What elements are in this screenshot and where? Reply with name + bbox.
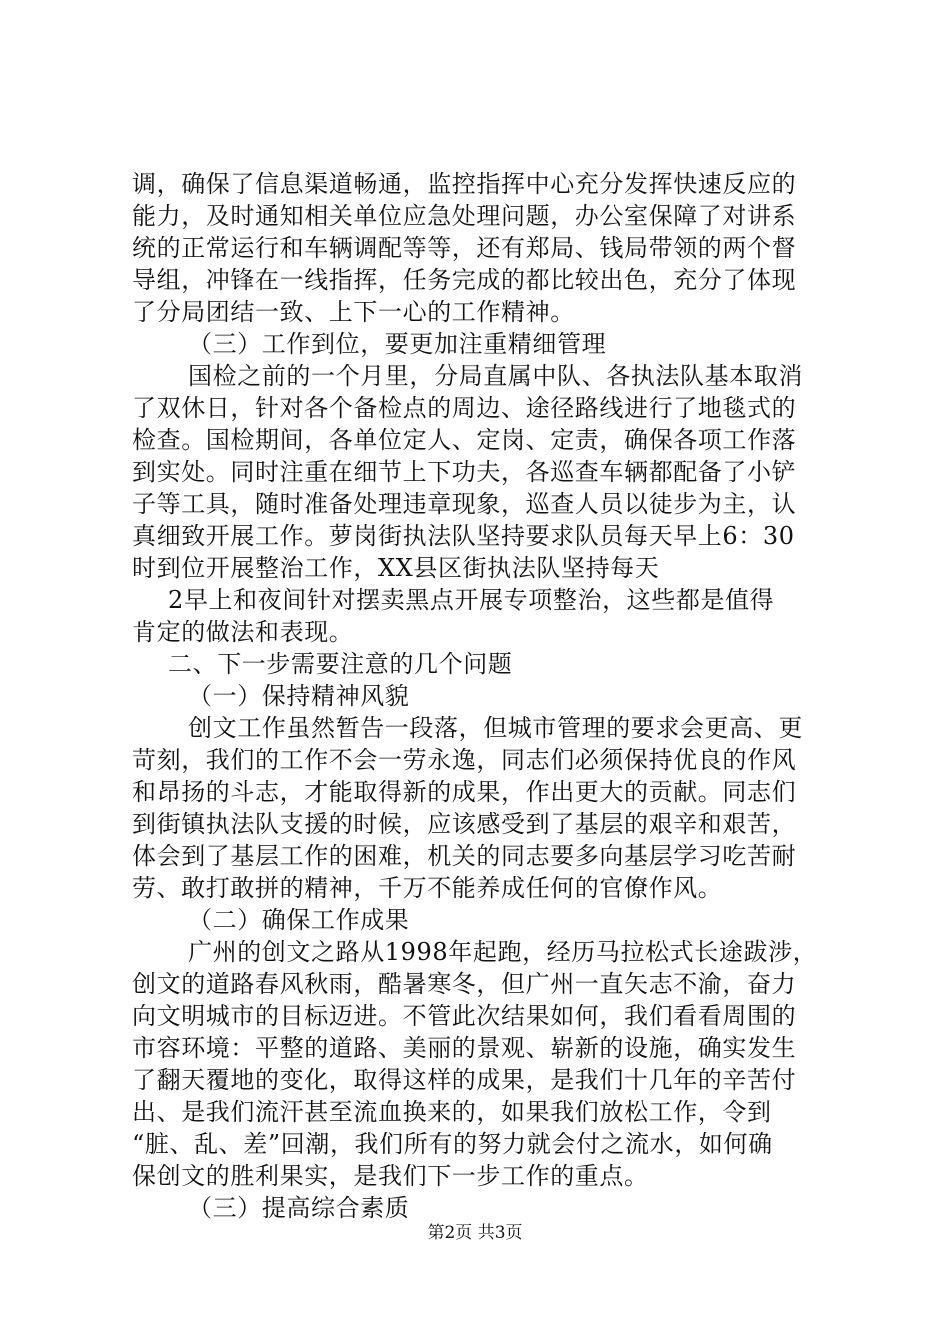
text-line: 劳、敢打敢拼的精神，千万不能养成任何的官僚作风。: [132, 874, 723, 902]
section-heading: （三）提高综合素质: [188, 1194, 410, 1222]
text-line: 到街镇执法队支援的时候，应该感受到了基层的艰辛和艰苦，: [132, 810, 797, 838]
section-heading: （二）确保工作成果: [188, 906, 410, 934]
section-heading: （三）工作到位，要更加注重精细管理: [188, 330, 607, 358]
text-line: 肯定的做法和表现。: [132, 618, 354, 646]
text-line: 导组，冲锋在一线指挥，任务完成的都比较出色，充分了体现: [132, 266, 797, 294]
text-line: 市容环境：平整的道路、美丽的景观、崭新的设施，确实发生: [132, 1034, 797, 1062]
text-line: 创文的道路春风秋雨，酷暑寒冬，但广州一直矢志不渝，奋力: [132, 970, 797, 998]
text-line: 2早上和夜间针对摆卖黑点开展专项整治，这些都是值得: [168, 586, 775, 614]
text-line: 了分局团结一致、上下一心的工作精神。: [132, 298, 575, 326]
section-heading: （一）保持精神风貌: [188, 682, 410, 710]
text-line: 体会到了基层工作的困难，机关的同志要多向基层学习吃苦耐: [132, 842, 797, 870]
text-line: 苛刻，我们的工作不会一劳永逸，同志们必须保持优良的作风: [132, 746, 797, 774]
text-line: 了翻天覆地的变化，取得这样的成果，是我们十几年的辛苦付: [132, 1066, 797, 1094]
text-line: 创文工作虽然暂告一段落，但城市管理的要求会更高、更: [188, 714, 803, 742]
text-line: 调，确保了信息渠道畅通，监控指挥中心充分发挥快速反应的: [132, 170, 797, 198]
document-body: [132, 168, 832, 1224]
text-line: 统的正常运行和车辆调配等等，还有郑局、钱局带领的两个督: [132, 234, 797, 262]
text-line: 向文明城市的目标迈进。不管此次结果如何，我们看看周围的: [132, 1002, 797, 1030]
section-heading: 二、下一步需要注意的几个问题: [168, 650, 513, 678]
text-line: 时到位开展整治工作，XX县区街执法队坚持每天: [132, 554, 660, 582]
page-footer: 第2页 共3页: [427, 1223, 523, 1243]
text-line: 广州的创文之路从1998年起跑，经历马拉松式长途跋涉，: [188, 938, 818, 966]
text-line: 检查。国检期间，各单位定人、定岗、定责，确保各项工作落: [132, 426, 797, 454]
text-line: “脏、乱、差”回潮，我们所有的努力就会付之流水，如何确: [132, 1130, 773, 1158]
text-line: 国检之前的一个月里，分局直属中队、各执法队基本取消: [188, 362, 803, 390]
text-line: 子等工具，随时准备处理违章现象，巡查人员以徒步为主，认: [132, 490, 797, 518]
text-line: 保创文的胜利果实，是我们下一步工作的重点。: [132, 1162, 649, 1190]
text-line: 能力，及时通知相关单位应急处理问题，办公室保障了对讲系: [132, 202, 797, 230]
text-line: 真细致开展工作。萝岗街执法队坚持要求队员每天早上6：30: [132, 522, 795, 550]
text-line: 了双休日，针对各个备检点的周边、途径路线进行了地毯式的: [132, 394, 797, 422]
text-line: 出、是我们流汗甚至流血换来的，如果我们放松工作，令到: [132, 1098, 772, 1126]
text-line: 和昂扬的斗志，才能取得新的成果，作出更大的贡献。同志们: [132, 778, 797, 806]
text-line: 到实处。同时注重在细节上下功夫，各巡查车辆都配备了小铲: [132, 458, 797, 486]
